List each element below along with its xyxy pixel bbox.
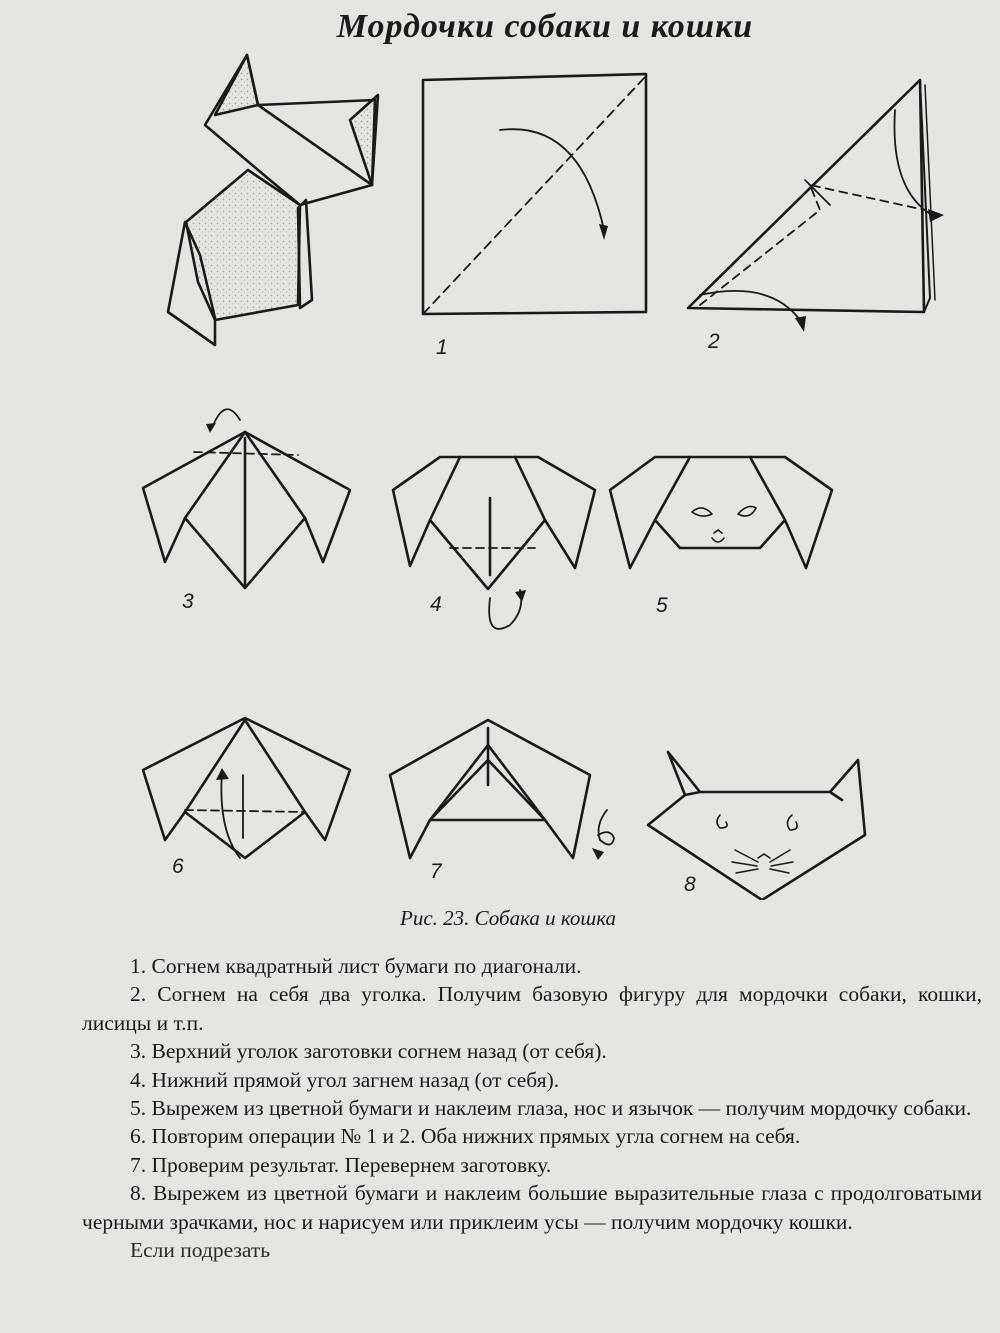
origami-cat-figure [168,55,378,345]
instruction-4: 4. Нижний прямой угол загнем назад (от себя). [130,1067,560,1092]
instruction-2: 2. Согнем на себя два уголка. Получим базовую фигуру для мордочки собаки, кошки, лисицы и т.п. [82,982,982,1035]
step-label-5: 5 [656,594,668,617]
step-3-diagram [143,409,350,588]
instruction-8: 8. Вырежем из цветной бумаги и наклеим большие выразительные глаза с продолговатыми черными зрачками, нос и нарисуем или приклеим усы — получим мордочку кошки. [82,1181,982,1234]
step-1-diagram [423,74,646,314]
step-label-1: 1 [436,336,448,359]
figure-caption: Рис. 23. Собака и кошка [400,906,617,930]
instruction-5: 5. Вырежем из цветной бумаги и наклеим глаза, нос и язычок — получим мордочку собаки. [130,1096,972,1121]
page-title: Мордочки собаки и кошки [336,8,754,45]
step-label-7: 7 [430,860,442,883]
step-2-diagram [688,80,944,332]
step-label-8: 8 [684,873,696,896]
instruction-1: 1. Согнем квадратный лист бумаги по диагонали. [130,954,582,978]
instruction-3: 3. Верхний уголок заготовки согнем назад (от себя). [130,1039,607,1064]
step-4-diagram [393,457,595,629]
step-7-diagram [390,720,614,860]
step-label-4: 4 [430,593,442,616]
instruction-7: 7. Проверим результат. Перевернем заготовку. [130,1152,552,1177]
step-6-diagram [143,718,350,858]
step-label-3: 3 [182,590,194,613]
cut-off-line: Если подрезать [130,1238,271,1263]
instruction-6: 6. Повторим операции № 1 и 2. Оба нижних прямых угла согнем на себя. [130,1124,801,1149]
step-label-6: 6 [172,855,184,878]
step-label-2: 2 [708,330,720,353]
step-5-dog-face [610,457,832,568]
instructions-text [82,952,982,1264]
step-8-cat-face [648,752,865,900]
